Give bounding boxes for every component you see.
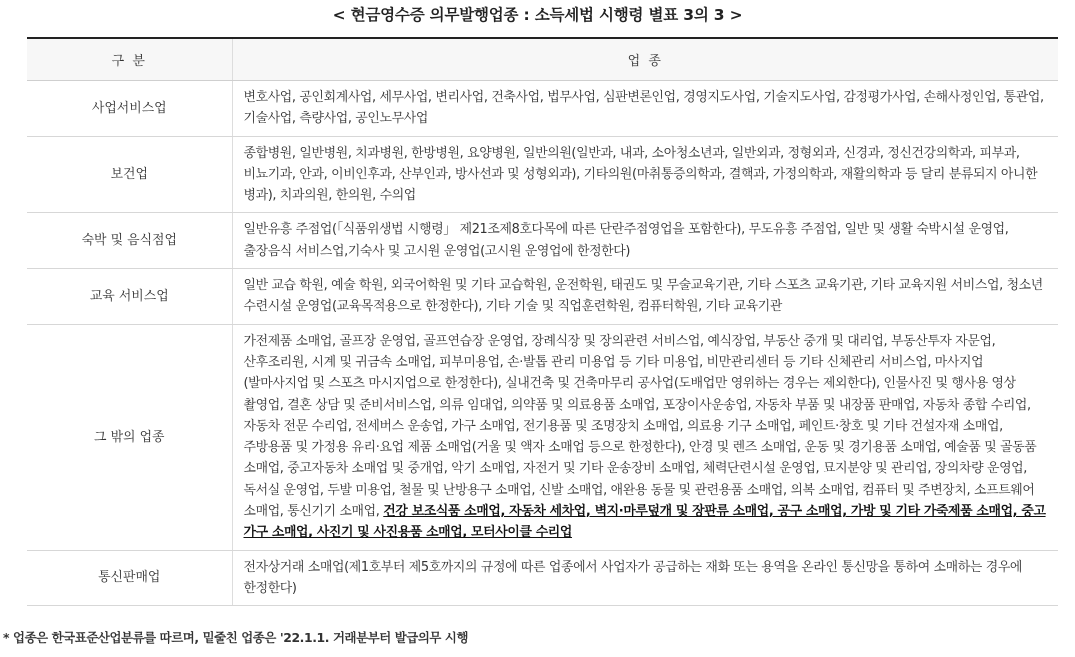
row-industries: 변호사업, 공인회계사업, 세무사업, 변리사업, 건축사업, 법무사업, 심판변론인업, 경영지도사업, 기술지도사업, 감정평가사업, 손해사정인업, 통관업, 기술사업, 측량사업, 공인노무사업: [232, 81, 1058, 137]
row-industries: 종합병원, 일반병원, 치과병원, 한방병원, 요양병원, 일반의원(일반과, 내과, 소아청소년과, 일반외과, 정형외과, 신경과, 정신건강의학과, 피부과, 비뇨기과, 안과, 이비인후과, 산부인과, 방사선과 및 성형외과), 기타의원(마취통증의학과, 결핵과, 가정의학과, 재활의학과 등 달리 분류되지 아니한 병과), 치과의원, 한의원, 수의업: [232, 136, 1058, 213]
table-row: [27, 550, 1058, 606]
table-row: [27, 81, 1058, 137]
page-title: < 현금영수증 의무발행업종 : 소득세법 시행령 별표 3의 3 >: [332, 6, 743, 24]
table-row: [27, 136, 1058, 213]
row-category: 교육 서비스업: [27, 269, 232, 325]
table-row: [27, 213, 1058, 269]
underlined-industries: 건강 보조식품 소매업, 자동차 세차업, 벽지·마루덮개 및 장판류 소매업, 공구 소매업, 가방 및 기타 가죽제품 소매업, 중고 가구 소매업, 사진기 및 사진용품 소매업, 모터사이클 수리업: [243, 504, 1046, 541]
header-industry: 업 종: [232, 38, 1058, 81]
row-category: 그 밖의 업종: [27, 324, 232, 550]
table-row: [27, 269, 1058, 325]
footnote: * 업종은 한국표준산업분류를 따르며, 밑줄친 업종은 '22.1.1. 거래분부터 발급의무 시행: [3, 630, 469, 645]
row-category: 숙박 및 음식점업: [27, 213, 232, 269]
row-industries-text: 가전제품 소매업, 골프장 운영업, 골프연습장 운영업, 장례식장 및 장의관련 서비스업, 예식장업, 부동산 중개 및 대리업, 부동산투자 자문업, 산후조리원, 시계 및 귀금속 소매업, 피부미용업, 손·발톱 관리 미용업 등 기타 미용업, 비만관리센터 등 기타 신체관리 서비스업, 마사지업(발마사지업 및 스포츠 마시지업으로 한정한다), 실내건축 및 건축마무리 공사업(도배업만 영위하는 경우는 제외한다), 인물사진 및 행사용 영상 촬영업, 결혼 상담 및 준비서비스업, 의류 임대업, 의약품 및 의료용품 소매업, 포장이사운송업, 자동차 부품 및 내장품 판매업, 자동차 종합 수리업, 자동차 전문 수리업, 전세버스 운송업, 가구 소매업, 전기용품 및 조명장치 소매업, 의료용 기구 소매업, 페인트·창호 및 기타 건설자재 소매업, 주방용품 및 가정용 유리·요업 제품 소매업(거울 및 액자 소매업 등으로 한정한다), 안경 및 렌즈 소매업, 운동 및 경기용품 소매업, 예술품 및 골동품 소매업, 중고자동차 소매업 및 중개업, 악기 소매업, 자전거 및 기타 운송장비 소매업, 체력단련시설 운영업, 묘지분양 및 관리업, 장의차량 운영업, 독서실 운영업, 두발 미용업, 철물 및 난방용구 소매업, 신발 소매업, 애완용 동물 및 관련용품 소매업, 의복 소매업, 컴퓨터 및 주변장치, 소프트웨어 소매업, 통신기기 소매업,: [243, 333, 1037, 520]
table-row: [27, 324, 1058, 550]
industry-table: [27, 37, 1058, 606]
row-industries: 전자상거래 소매업(제1호부터 제5호까지의 규정에 따른 업종에서 사업자가 공급하는 재화 또는 용역을 온라인 통신망을 통하여 소매하는 경우에 한정한다): [232, 550, 1058, 606]
row-category: 사업서비스업: [27, 81, 232, 137]
row-category: 보건업: [27, 136, 232, 213]
row-industries: 일반유흥 주점업(「식품위생법 시행령」 제21조제8호다목에 따른 단란주점영업을 포함한다), 무도유흥 주점업, 일반 및 생활 숙박시설 운영업, 출장음식 서비스업,기숙사 및 고시원 운영업(고시원 운영업에 한정한다): [232, 213, 1058, 269]
header-category: 구 분: [27, 38, 232, 81]
table-header-row: [27, 38, 1058, 81]
row-industries: 일반 교습 학원, 예술 학원, 외국어학원 및 기타 교습학원, 운전학원, 태권도 및 무술교육기관, 기타 스포츠 교육기관, 기타 교육지원 서비스업, 청소년 수련시설 운영업(교육목적용으로 한정한다), 기타 기술 및 직업훈련학원, 컴퓨터학원, 기타 교육기관: [232, 269, 1058, 325]
row-industries: [232, 324, 1058, 550]
row-category: 통신판매업: [27, 550, 232, 606]
